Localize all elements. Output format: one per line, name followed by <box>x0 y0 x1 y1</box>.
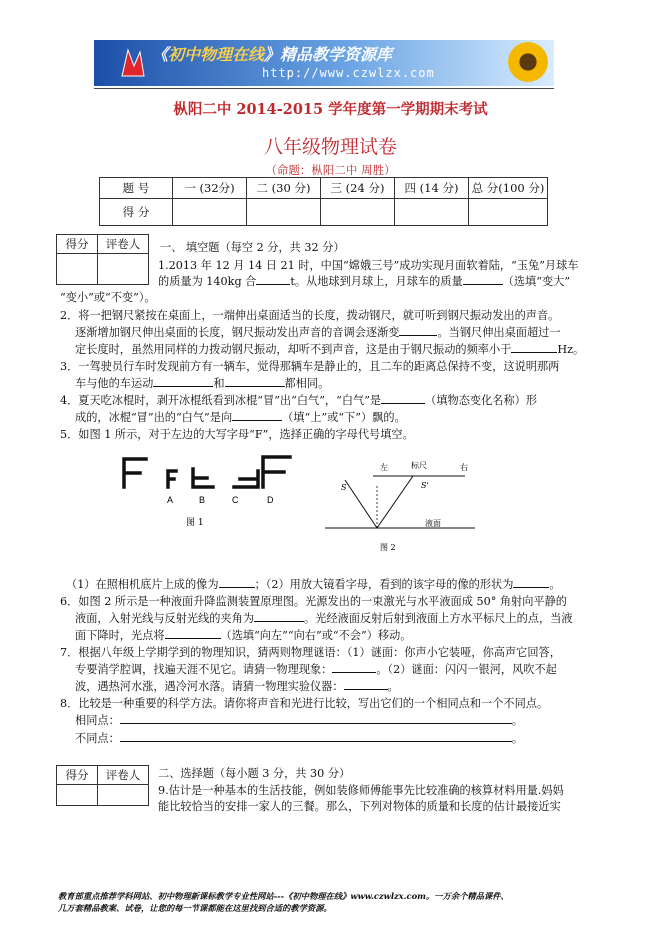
answer-blank[interactable] <box>165 638 221 639</box>
grader-score-label: 得分 <box>57 766 98 785</box>
score-cell[interactable] <box>247 199 321 226</box>
q2-line2: 逐渐增加钢尺伸出桌面的长度，钢尺振动发出声音的音调会逐渐变 。当钢尺伸出桌面超过一 <box>75 326 561 339</box>
author-line: （命题：枞阳二中 周胜） <box>265 163 396 177</box>
sunflower-icon <box>508 42 548 82</box>
grader-score-cell[interactable] <box>57 254 98 285</box>
answer-blank[interactable] <box>513 587 549 588</box>
q8-diff: 不同点： 。 <box>75 732 523 745</box>
answer-blank[interactable] <box>332 672 376 673</box>
grader-box <box>56 234 149 285</box>
grader-name-label: 评卷人 <box>98 235 149 254</box>
q6-line2: 液面，入射光线与反射光线的夹角为 。光经液面反射后射到液面上方水平标尺上的点，当液 <box>75 612 573 625</box>
fig2-ruler-label: 标尺 <box>411 461 427 470</box>
q2-line3: 定长度时，虽然用同样的力拨动钢尺振动，却听不到声音，这是由于钢尺振动的频率小于 Hz。 <box>75 343 585 356</box>
fig2-s: S <box>341 483 347 492</box>
grader-score-cell[interactable] <box>57 785 98 806</box>
score-cell[interactable] <box>321 199 395 226</box>
logo-icon <box>118 46 148 80</box>
q7-line3: 波，遇热河水涨，遇冷河水落。请猜一物理实验仪器： 。 <box>75 680 399 693</box>
page-footer <box>58 890 509 914</box>
footer-line1: 教育部重点推荐学科网站、初中物理新课标教学专业性网站---《初中物理在线》www.czwlzx.com。一万余个精品课件、 <box>58 891 509 901</box>
answer-blank[interactable] <box>399 335 437 336</box>
fig2-right: 右 <box>460 463 468 472</box>
q2-line1: 2．将一把钢尺紧按在桌面上，一端伸出桌面适当的长度，拨动钢尺，就可听到钢尺振动发出的声音。 <box>60 309 560 322</box>
answer-blank[interactable] <box>225 386 285 387</box>
answer-blank[interactable] <box>153 386 213 387</box>
figure-1 <box>110 447 310 547</box>
banner-url: http://www.czwlzx.com <box>262 66 435 80</box>
answer-blank[interactable] <box>256 284 290 285</box>
answer-blank[interactable] <box>120 741 512 742</box>
q5-subparts: （1）在照相机底片上成的像为 ；（2）用放大镜看字母，看到的该字母的像的形状为 。 <box>66 578 561 591</box>
score-col-3: 三 (24 分) <box>321 178 395 199</box>
grader-score-label: 得分 <box>57 235 98 254</box>
answer-blank[interactable] <box>120 723 512 724</box>
figure-2 <box>325 456 495 556</box>
grader-name-label: 评卷人 <box>98 766 149 785</box>
fig1-letter-d: D <box>267 495 274 505</box>
answer-blank[interactable] <box>254 621 304 622</box>
q4-line2: 成的，冰棍“冒”出的“白气”是向 （填“上”或“下”）飘的。 <box>75 411 406 424</box>
q4-line1: 4．夏天吃冰棍时，剥开冰棍纸看到冰棍“冒”出“白气”，“白气”是 （填物态变化名称）形 <box>60 394 538 407</box>
q1-line3: “变小”或“不变”）。 <box>60 291 156 304</box>
score-col-1: 一 (32分) <box>173 178 247 199</box>
q1-line2: 的质量为 140kg 合 t。从地球到月球上，月球车的质量 （选填“变大” <box>158 275 571 288</box>
answer-blank[interactable] <box>219 587 255 588</box>
fig2-left: 左 <box>380 463 388 472</box>
fig1-letter-b: B <box>199 495 206 505</box>
q3-line1: 3．一驾驶员行车时发现前方有一辆车，觉得那辆车是静止的，且二车的距离总保持不变，这说明那两 <box>60 360 560 373</box>
footer-line2: 几万套精品教案、试卷，让您的每一节课都能在这里找到合适的教学资源。 <box>58 903 332 913</box>
score-table <box>99 177 548 226</box>
q1-line1: 1.2013 年 12 月 14 日 21 时，中国“嫦娥三号”成功实现月面软着陆，“玉兔”月球车 <box>158 259 579 272</box>
answer-blank[interactable] <box>232 420 282 421</box>
school-title: 枞阳二中 2014-2015 学年度第一学期期末考试 <box>173 101 488 118</box>
score-col-4: 四 (14 分) <box>395 178 469 199</box>
score-row-label: 得 分 <box>100 199 173 226</box>
score-cell[interactable] <box>173 199 247 226</box>
q5-line1: 5．如图 1 所示，对于左边的大写字母“F”，选择正确的字母代号填空。 <box>60 428 414 441</box>
score-cell[interactable] <box>469 199 548 226</box>
fig2-liquid: 液面 <box>425 519 441 528</box>
grader-name-cell[interactable] <box>98 254 149 285</box>
q6-line1: 6．如图 2 所示是一种液面升降监测装置原理图。光源发出的一束激光与水平液面成 50° 角射向平静的 <box>60 595 567 608</box>
q9-line2: 能比较恰当的安排一家人的三餐。那么，下列对物体的质量和长度的估计最接近实 <box>158 800 561 813</box>
score-col-label: 题 号 <box>100 178 173 199</box>
section2-heading: 二、选择题（每小题 3 分，共 30 分） <box>158 767 351 780</box>
fig2-s-prime: S' <box>421 481 429 490</box>
score-col-total: 总 分(100 分) <box>469 178 548 199</box>
answer-blank[interactable] <box>511 352 557 353</box>
score-cell[interactable] <box>395 199 469 226</box>
q3-line2: 车与他的车运动 和 都相同。 <box>75 377 330 390</box>
fig1-letter-c: C <box>232 495 239 505</box>
grader-name-cell[interactable] <box>98 785 149 806</box>
q8-line1: 8．比较是一种重要的科学方法。请你将声音和光进行比较，写出它们的一个相同点和一个不同点。 <box>60 697 549 710</box>
answer-blank[interactable] <box>344 689 388 690</box>
banner-title: 《初中物理在线》精品教学资源库 <box>152 45 393 64</box>
section1-heading: 一、 填空题（每空 2 分，共 32 分） <box>160 241 345 254</box>
score-col-2: 二 (30 分) <box>247 178 321 199</box>
answer-blank[interactable] <box>463 284 503 285</box>
fig1-caption: 图 1 <box>186 518 204 528</box>
q8-same: 相同点： 。 <box>75 714 523 727</box>
fig1-letter-a: A <box>167 495 174 505</box>
site-banner <box>94 40 554 86</box>
answer-blank[interactable] <box>381 403 425 404</box>
q7-line1: 7．根据八年级上学期学到的物理知识，猜两则物理谜语：（1）谜面：你声小它装哑，你高声它回答， <box>60 646 561 659</box>
q6-line3: 面下降时，光点将 （选填“向左”“向右”或“不会”）移动。 <box>75 629 412 642</box>
q7-line2: 专要消学腔调，找遍天涯不见它。请猜一物理现象： 。（2）谜面：闪闪一银河，风吹不起 <box>75 663 557 676</box>
q9-line1: 9.估计是一种基本的生活技能，例如装修师傅能事先比较准确的核算材料用量.妈妈 <box>158 784 564 797</box>
fig2-caption: 图 2 <box>380 543 396 552</box>
exam-title: 八年级物理试卷 <box>263 136 397 158</box>
header-rule <box>94 88 554 89</box>
grader-box <box>56 765 149 806</box>
